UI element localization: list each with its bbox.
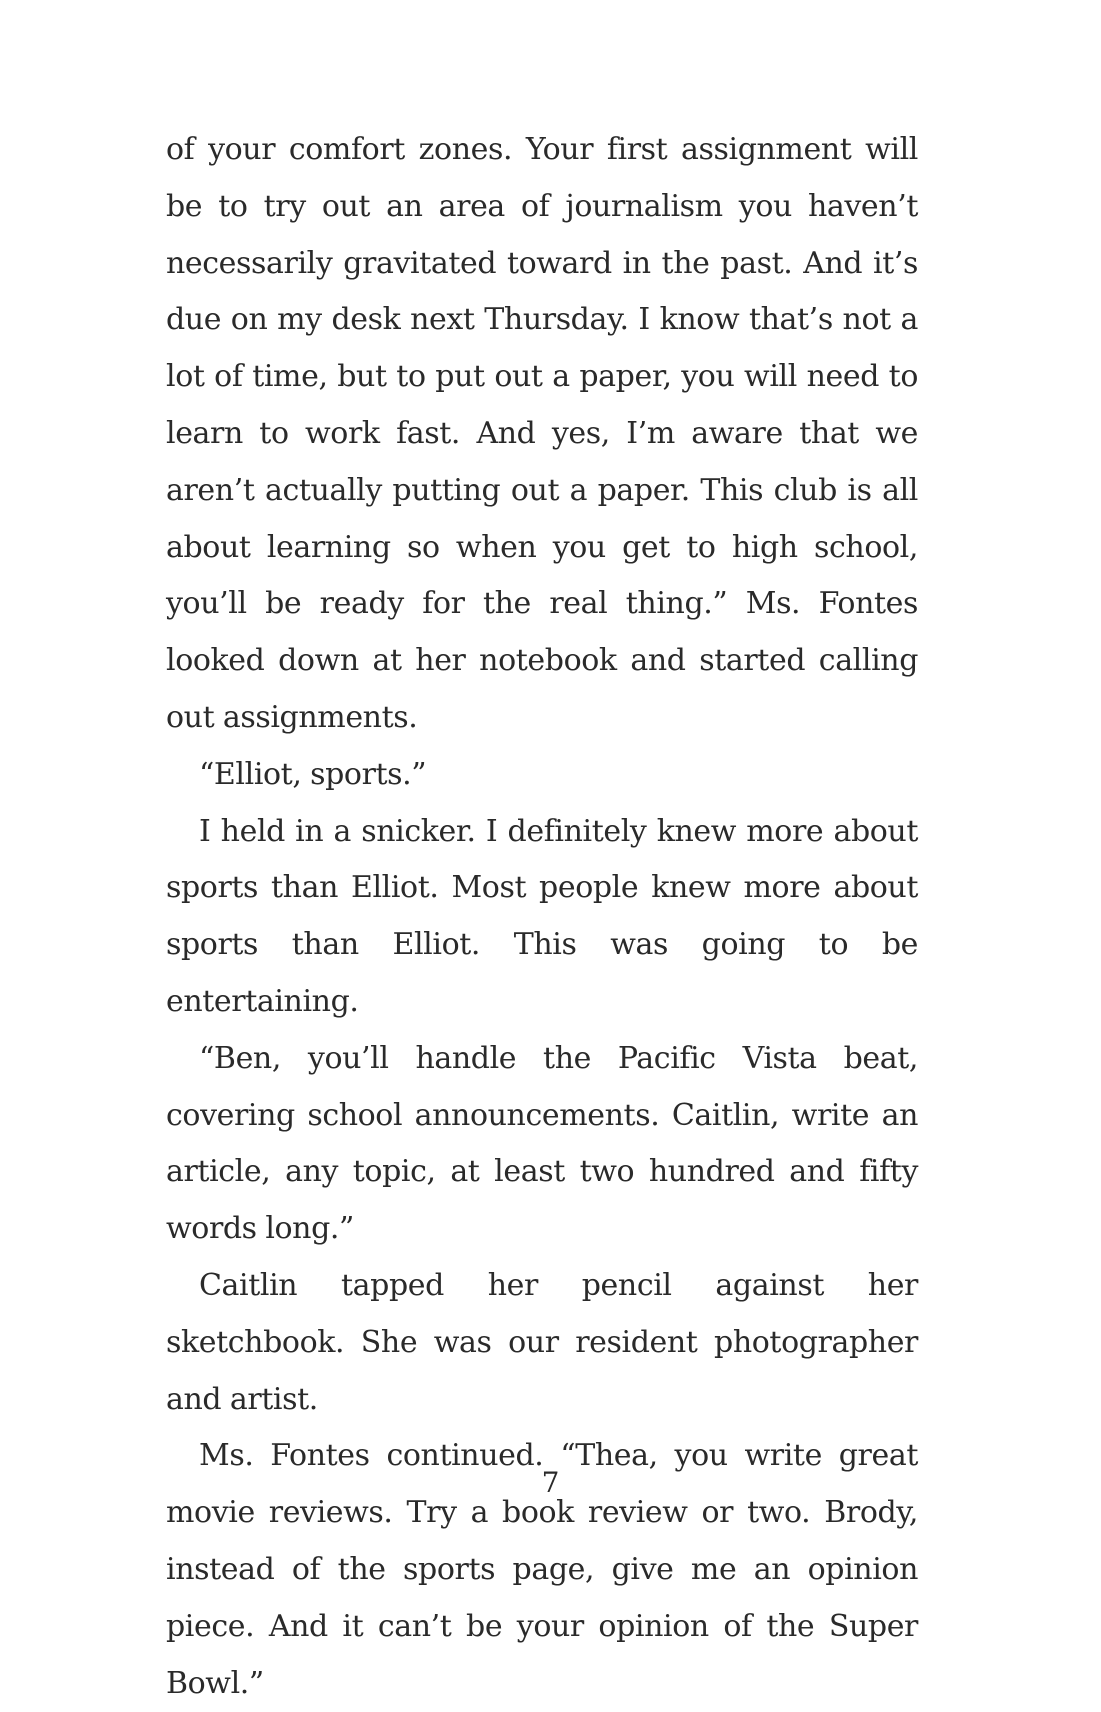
page-number: 7 xyxy=(541,1466,560,1499)
paragraph: Ms. Fontes continued. “Thea, you write great movie reviews. Try a book review or two. Brody, instead of the sports page, give me an opinion piece. And it can’t be your opinion of the Super Bowl.” xyxy=(166,1438,918,1701)
paragraph: Caitlin tapped her pencil against her sketchbook. She was our resident photographer and artist. xyxy=(166,1267,918,1417)
paragraph: “Elliot, sports.” xyxy=(199,756,427,792)
paragraph: of your comfort zones. Your first assignment will be to try out an area of journalism you haven’t necessarily gravitated toward in the past. And it’s due on my desk next Thursday. I know that’s not a lot of time, but to put out a paper, you will need to learn to work fast. And yes, I’m aware that we aren’t actually putting out a paper. This club is all about learning so when you get to high school, you’ll be ready for the real thing.” Ms. Fontes looked down at her notebook and started calling out assignments. xyxy=(166,132,918,735)
paragraph: I held in a snicker. I definitely knew more about sports than Elliot. Most people knew more about sports than Elliot. This was going to be entertaining. xyxy=(166,813,918,1019)
paragraph: “Ben, you’ll handle the Pacific Vista beat, covering school announcements. Caitlin, write an article, any topic, at least two hundred and fifty words long.” xyxy=(166,1040,918,1247)
